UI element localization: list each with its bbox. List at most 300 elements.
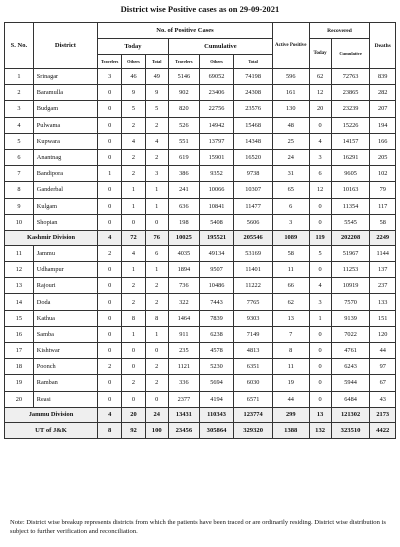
cell-cumulative-total: 24308 <box>234 85 273 101</box>
cell-cumulative-others: 15901 <box>199 149 233 165</box>
header-cumulative: Cumulative <box>168 39 272 55</box>
cell-active-positive: 31 <box>272 166 309 182</box>
cell-cumulative-others: 22756 <box>199 101 233 117</box>
cell-recovered-today: 0 <box>309 391 331 407</box>
cell-sno: 8 <box>5 182 34 198</box>
cell-today-others: 2 <box>122 149 145 165</box>
cell-cumulative-travelers: 322 <box>168 294 199 310</box>
cell-cumulative-travelers: 1894 <box>168 262 199 278</box>
cell-active-positive: 3 <box>272 214 309 230</box>
cell-recovered-cumulative: 11253 <box>331 262 370 278</box>
cell-recovered-today: 4 <box>309 278 331 294</box>
header-recovered-today: Today <box>309 39 331 69</box>
cell-deaths: 2249 <box>370 230 396 245</box>
table-row <box>5 294 396 310</box>
cell-cumulative-total: 10307 <box>234 182 273 198</box>
cell-active-positive: 1089 <box>272 230 309 245</box>
cell-today-total: 1 <box>145 262 168 278</box>
cell-deaths: 67 <box>370 375 396 391</box>
header-positive-cases: No. of Positive Cases <box>98 23 273 39</box>
cell-cumulative-others: 110343 <box>199 407 233 422</box>
cell-district: Jammu <box>33 245 97 261</box>
division-total-row <box>5 230 396 245</box>
cell-today-travelers: 2 <box>98 359 122 375</box>
cell-today-travelers: 0 <box>98 214 122 230</box>
cell-cumulative-others: 9352 <box>199 166 233 182</box>
cell-cumulative-travelers: 820 <box>168 101 199 117</box>
cell-today-others: 5 <box>122 101 145 117</box>
cell-recovered-today: 20 <box>309 101 331 117</box>
cell-cumulative-travelers: 902 <box>168 85 199 101</box>
cell-today-total: 4 <box>145 133 168 149</box>
cell-today-travelers: 0 <box>98 294 122 310</box>
cell-recovered-cumulative: 51967 <box>331 245 370 261</box>
header-deaths: Deaths <box>370 23 396 69</box>
cell-cumulative-others: 13797 <box>199 133 233 149</box>
cell-cumulative-total: 74198 <box>234 69 273 85</box>
cell-recovered-cumulative: 4761 <box>331 343 370 359</box>
cell-sno: 10 <box>5 214 34 230</box>
cell-active-positive: 11 <box>272 359 309 375</box>
cell-recovered-today: 3 <box>309 294 331 310</box>
cell-today-total: 1 <box>145 182 168 198</box>
table-row <box>5 166 396 182</box>
cell-cumulative-others: 5694 <box>199 375 233 391</box>
cell-cumulative-travelers: 1121 <box>168 359 199 375</box>
cell-today-others: 2 <box>122 294 145 310</box>
cell-today-travelers: 0 <box>98 133 122 149</box>
cell-cumulative-total: 15468 <box>234 117 273 133</box>
cell-active-positive: 65 <box>272 182 309 198</box>
header-recovered-cumulative: Cumulative <box>331 39 370 69</box>
cell-recovered-cumulative: 7570 <box>331 294 370 310</box>
cell-active-positive: 161 <box>272 85 309 101</box>
table-row <box>5 278 396 294</box>
footnote: Note: District wise breakup represents districts from which the patients have been traced or are ordinarily residing. District wise distribution is subject to further verification and reconciliation. <box>10 519 386 535</box>
cell-recovered-today: 1 <box>309 310 331 326</box>
cell-today-others: 1 <box>122 198 145 214</box>
cell-sno: 14 <box>5 294 34 310</box>
cell-active-positive: 7 <box>272 326 309 342</box>
cell-active-positive: 8 <box>272 343 309 359</box>
cell-recovered-cumulative: 23865 <box>331 85 370 101</box>
cell-cumulative-total: 9738 <box>234 166 273 182</box>
table-row <box>5 69 396 85</box>
cell-cumulative-total: 7765 <box>234 294 273 310</box>
cell-cumulative-travelers: 336 <box>168 375 199 391</box>
cell-today-total: 0 <box>145 343 168 359</box>
cell-district: Budgam <box>33 101 97 117</box>
cell-today-total: 0 <box>145 214 168 230</box>
district-cases-table <box>4 22 396 439</box>
cell-today-total: 8 <box>145 310 168 326</box>
cell-recovered-cumulative: 9139 <box>331 310 370 326</box>
cell-deaths: 43 <box>370 391 396 407</box>
cell-recovered-today: 0 <box>309 117 331 133</box>
cell-today-others: 92 <box>122 422 145 438</box>
cell-recovered-cumulative: 72763 <box>331 69 370 85</box>
cell-cumulative-total: 4813 <box>234 343 273 359</box>
cell-today-travelers: 0 <box>98 310 122 326</box>
cell-recovered-today: 132 <box>309 422 331 438</box>
cell-deaths: 2173 <box>370 407 396 422</box>
cell-sno: 20 <box>5 391 34 407</box>
cell-recovered-cumulative: 5944 <box>331 375 370 391</box>
cell-today-travelers: 1 <box>98 166 122 182</box>
cell-district: Kupwara <box>33 133 97 149</box>
table-row <box>5 262 396 278</box>
cell-recovered-today: 0 <box>309 359 331 375</box>
cell-deaths: 133 <box>370 294 396 310</box>
cell-recovered-today: 0 <box>309 262 331 278</box>
cell-today-total: 76 <box>145 230 168 245</box>
cell-today-total: 5 <box>145 101 168 117</box>
cell-district: Kishtwar <box>33 343 97 359</box>
cell-active-positive: 6 <box>272 198 309 214</box>
cell-district: Jammu Division <box>5 407 98 422</box>
cell-cumulative-others: 6238 <box>199 326 233 342</box>
cell-deaths: 839 <box>370 69 396 85</box>
page-title: District wise Positive cases as on 29-09-2021 <box>120 4 280 14</box>
cell-cumulative-travelers: 235 <box>168 343 199 359</box>
cell-today-others: 2 <box>122 375 145 391</box>
cell-today-travelers: 4 <box>98 230 122 245</box>
cell-active-positive: 299 <box>272 407 309 422</box>
cell-active-positive: 25 <box>272 133 309 149</box>
cell-deaths: 205 <box>370 149 396 165</box>
cell-deaths: 1144 <box>370 245 396 261</box>
cell-recovered-today: 0 <box>309 198 331 214</box>
cell-cumulative-total: 23576 <box>234 101 273 117</box>
cell-active-positive: 44 <box>272 391 309 407</box>
cell-today-travelers: 0 <box>98 149 122 165</box>
cell-recovered-cumulative: 16291 <box>331 149 370 165</box>
cell-cumulative-others: 9507 <box>199 262 233 278</box>
cell-sno: 16 <box>5 326 34 342</box>
cell-cumulative-others: 195521 <box>199 230 233 245</box>
table-row <box>5 310 396 326</box>
cell-cumulative-others: 7839 <box>199 310 233 326</box>
cell-district: Kathua <box>33 310 97 326</box>
cell-deaths: 4422 <box>370 422 396 438</box>
cell-today-total: 2 <box>145 359 168 375</box>
cell-cumulative-others: 5230 <box>199 359 233 375</box>
cell-today-travelers: 8 <box>98 422 122 438</box>
cell-today-others: 1 <box>122 262 145 278</box>
cell-recovered-cumulative: 5545 <box>331 214 370 230</box>
cell-district: Rajouri <box>33 278 97 294</box>
cell-deaths: 237 <box>370 278 396 294</box>
cell-district: Udhampur <box>33 262 97 278</box>
cell-cumulative-total: 11477 <box>234 198 273 214</box>
cell-sno: 9 <box>5 198 34 214</box>
cell-district: Samba <box>33 326 97 342</box>
cell-deaths: 44 <box>370 343 396 359</box>
cell-today-others: 0 <box>122 359 145 375</box>
cell-cumulative-total: 6351 <box>234 359 273 375</box>
cell-recovered-cumulative: 323510 <box>331 422 370 438</box>
table-row <box>5 101 396 117</box>
cell-recovered-today: 6 <box>309 166 331 182</box>
header-cumulative-others: Others <box>199 55 233 69</box>
cell-cumulative-others: 7443 <box>199 294 233 310</box>
cell-active-positive: 62 <box>272 294 309 310</box>
cell-recovered-today: 13 <box>309 407 331 422</box>
header-recovered: Recovered <box>309 23 370 39</box>
cell-active-positive: 48 <box>272 117 309 133</box>
cell-deaths: 194 <box>370 117 396 133</box>
cell-sno: 6 <box>5 149 34 165</box>
cell-today-travelers: 0 <box>98 85 122 101</box>
cell-sno: 17 <box>5 343 34 359</box>
cell-cumulative-travelers: 198 <box>168 214 199 230</box>
cell-deaths: 97 <box>370 359 396 375</box>
cell-today-travelers: 0 <box>98 262 122 278</box>
cell-cumulative-total: 329320 <box>234 422 273 438</box>
cell-today-others: 4 <box>122 133 145 149</box>
cell-today-travelers: 0 <box>98 198 122 214</box>
cell-cumulative-travelers: 386 <box>168 166 199 182</box>
cell-sno: 7 <box>5 166 34 182</box>
cell-district: Ganderbal <box>33 182 97 198</box>
cell-recovered-today: 0 <box>309 326 331 342</box>
cell-cumulative-travelers: 241 <box>168 182 199 198</box>
cell-today-others: 2 <box>122 117 145 133</box>
cell-today-others: 1 <box>122 326 145 342</box>
cell-cumulative-travelers: 636 <box>168 198 199 214</box>
header-cumulative-travelers: Travelers <box>168 55 199 69</box>
cell-cumulative-total: 123774 <box>234 407 273 422</box>
table-row <box>5 359 396 375</box>
cell-today-others: 0 <box>122 391 145 407</box>
cell-today-total: 100 <box>145 422 168 438</box>
cell-recovered-cumulative: 10163 <box>331 182 370 198</box>
cell-recovered-cumulative: 14157 <box>331 133 370 149</box>
cell-recovered-cumulative: 23239 <box>331 101 370 117</box>
cell-district: Anantnag <box>33 149 97 165</box>
cell-active-positive: 19 <box>272 375 309 391</box>
cell-today-total: 3 <box>145 166 168 182</box>
cell-cumulative-others: 23406 <box>199 85 233 101</box>
header-sno: S. No. <box>5 23 34 69</box>
cell-cumulative-total: 6571 <box>234 391 273 407</box>
table-body <box>5 69 396 439</box>
cell-deaths: 102 <box>370 166 396 182</box>
cell-recovered-today: 119 <box>309 230 331 245</box>
cell-cumulative-travelers: 5146 <box>168 69 199 85</box>
cell-today-others: 1 <box>122 182 145 198</box>
cell-today-others: 20 <box>122 407 145 422</box>
cell-sno: 15 <box>5 310 34 326</box>
cell-recovered-today: 5 <box>309 245 331 261</box>
cell-today-total: 1 <box>145 198 168 214</box>
cell-cumulative-travelers: 10025 <box>168 230 199 245</box>
cell-cumulative-travelers: 736 <box>168 278 199 294</box>
cell-active-positive: 11 <box>272 262 309 278</box>
cell-cumulative-total: 16520 <box>234 149 273 165</box>
table-row <box>5 182 396 198</box>
table-row <box>5 85 396 101</box>
cell-cumulative-total: 205546 <box>234 230 273 245</box>
cell-recovered-today: 3 <box>309 149 331 165</box>
division-total-row <box>5 407 396 422</box>
cell-today-total: 2 <box>145 278 168 294</box>
cell-district: Pulwama <box>33 117 97 133</box>
cell-today-travelers: 2 <box>98 245 122 261</box>
cell-today-total: 0 <box>145 391 168 407</box>
header-active-positive: Active Positive <box>272 23 309 69</box>
cell-today-travelers: 0 <box>98 278 122 294</box>
cell-cumulative-total: 14348 <box>234 133 273 149</box>
cell-district: Doda <box>33 294 97 310</box>
cell-district: Bandipora <box>33 166 97 182</box>
cell-recovered-cumulative: 6243 <box>331 359 370 375</box>
table-row <box>5 245 396 261</box>
header-today-others: Others <box>122 55 145 69</box>
cell-deaths: 58 <box>370 214 396 230</box>
cell-today-total: 2 <box>145 149 168 165</box>
cell-sno: 12 <box>5 262 34 278</box>
cell-today-others: 0 <box>122 214 145 230</box>
cell-cumulative-others: 49134 <box>199 245 233 261</box>
cell-cumulative-travelers: 23456 <box>168 422 199 438</box>
cell-recovered-today: 62 <box>309 69 331 85</box>
cell-cumulative-total: 6030 <box>234 375 273 391</box>
cell-recovered-today: 12 <box>309 85 331 101</box>
cell-deaths: 207 <box>370 101 396 117</box>
cell-active-positive: 130 <box>272 101 309 117</box>
cell-cumulative-total: 11401 <box>234 262 273 278</box>
table-row <box>5 149 396 165</box>
cell-recovered-cumulative: 11354 <box>331 198 370 214</box>
cell-recovered-today: 0 <box>309 214 331 230</box>
cell-deaths: 120 <box>370 326 396 342</box>
cell-cumulative-travelers: 1464 <box>168 310 199 326</box>
cell-cumulative-travelers: 526 <box>168 117 199 133</box>
cell-today-travelers: 0 <box>98 375 122 391</box>
cell-recovered-cumulative: 7022 <box>331 326 370 342</box>
cell-recovered-cumulative: 6484 <box>331 391 370 407</box>
cell-sno: 2 <box>5 85 34 101</box>
cell-cumulative-total: 11222 <box>234 278 273 294</box>
cell-cumulative-total: 7149 <box>234 326 273 342</box>
header-today-total: Total <box>145 55 168 69</box>
cell-cumulative-travelers: 911 <box>168 326 199 342</box>
cell-deaths: 137 <box>370 262 396 278</box>
cell-recovered-today: 12 <box>309 182 331 198</box>
cell-today-total: 2 <box>145 375 168 391</box>
cell-district: Kulgam <box>33 198 97 214</box>
cell-today-total: 9 <box>145 85 168 101</box>
cell-cumulative-others: 4578 <box>199 343 233 359</box>
header-today-travelers: Travelers <box>98 55 122 69</box>
cell-cumulative-others: 10066 <box>199 182 233 198</box>
cell-today-others: 72 <box>122 230 145 245</box>
cell-cumulative-travelers: 619 <box>168 149 199 165</box>
cell-cumulative-others: 305864 <box>199 422 233 438</box>
header-today: Today <box>98 39 169 55</box>
cell-sno: 4 <box>5 117 34 133</box>
cell-today-others: 4 <box>122 245 145 261</box>
cell-active-positive: 24 <box>272 149 309 165</box>
grand-total-row <box>5 422 396 438</box>
cell-recovered-today: 0 <box>309 343 331 359</box>
cell-active-positive: 58 <box>272 245 309 261</box>
cell-today-total: 2 <box>145 294 168 310</box>
cell-deaths: 151 <box>370 310 396 326</box>
cell-today-travelers: 0 <box>98 391 122 407</box>
cell-cumulative-travelers: 2377 <box>168 391 199 407</box>
cell-recovered-cumulative: 15226 <box>331 117 370 133</box>
cell-today-others: 2 <box>122 278 145 294</box>
cell-sno: 19 <box>5 375 34 391</box>
district-cases-table-container <box>4 22 396 514</box>
table-row <box>5 133 396 149</box>
cell-today-total: 24 <box>145 407 168 422</box>
cell-cumulative-total: 5606 <box>234 214 273 230</box>
cell-district: Shopian <box>33 214 97 230</box>
table-row <box>5 117 396 133</box>
cell-today-total: 49 <box>145 69 168 85</box>
cell-district: Ramban <box>33 375 97 391</box>
cell-cumulative-total: 9303 <box>234 310 273 326</box>
cell-today-total: 6 <box>145 245 168 261</box>
cell-cumulative-travelers: 13431 <box>168 407 199 422</box>
cell-recovered-cumulative: 10919 <box>331 278 370 294</box>
cell-district: Poonch <box>33 359 97 375</box>
cell-sno: 11 <box>5 245 34 261</box>
cell-today-travelers: 0 <box>98 117 122 133</box>
cell-recovered-today: 0 <box>309 375 331 391</box>
cell-cumulative-others: 5408 <box>199 214 233 230</box>
cell-cumulative-travelers: 4035 <box>168 245 199 261</box>
cell-active-positive: 596 <box>272 69 309 85</box>
cell-district: UT of J&K <box>5 422 98 438</box>
cell-deaths: 117 <box>370 198 396 214</box>
cell-today-others: 2 <box>122 166 145 182</box>
table-row <box>5 391 396 407</box>
cell-cumulative-total: 53169 <box>234 245 273 261</box>
cell-cumulative-others: 10841 <box>199 198 233 214</box>
cell-today-travelers: 3 <box>98 69 122 85</box>
cell-district: Srinagar <box>33 69 97 85</box>
cell-today-others: 46 <box>122 69 145 85</box>
table-row <box>5 198 396 214</box>
header-district: District <box>33 23 97 69</box>
cell-today-travelers: 0 <box>98 326 122 342</box>
cell-sno: 3 <box>5 101 34 117</box>
table-row <box>5 343 396 359</box>
cell-cumulative-others: 4194 <box>199 391 233 407</box>
cell-district: Kashmir Division <box>5 230 98 245</box>
cell-sno: 5 <box>5 133 34 149</box>
cell-today-travelers: 0 <box>98 101 122 117</box>
cell-today-travelers: 0 <box>98 343 122 359</box>
cell-recovered-cumulative: 121302 <box>331 407 370 422</box>
cell-cumulative-travelers: 551 <box>168 133 199 149</box>
cell-recovered-cumulative: 9605 <box>331 166 370 182</box>
cell-district: Reasi <box>33 391 97 407</box>
table-row <box>5 214 396 230</box>
table-row <box>5 326 396 342</box>
cell-recovered-cumulative: 202208 <box>331 230 370 245</box>
table-row <box>5 375 396 391</box>
cell-district: Baramulla <box>33 85 97 101</box>
cell-today-total: 1 <box>145 326 168 342</box>
cell-today-travelers: 4 <box>98 407 122 422</box>
header-cumulative-total: Total <box>234 55 273 69</box>
cell-active-positive: 1388 <box>272 422 309 438</box>
